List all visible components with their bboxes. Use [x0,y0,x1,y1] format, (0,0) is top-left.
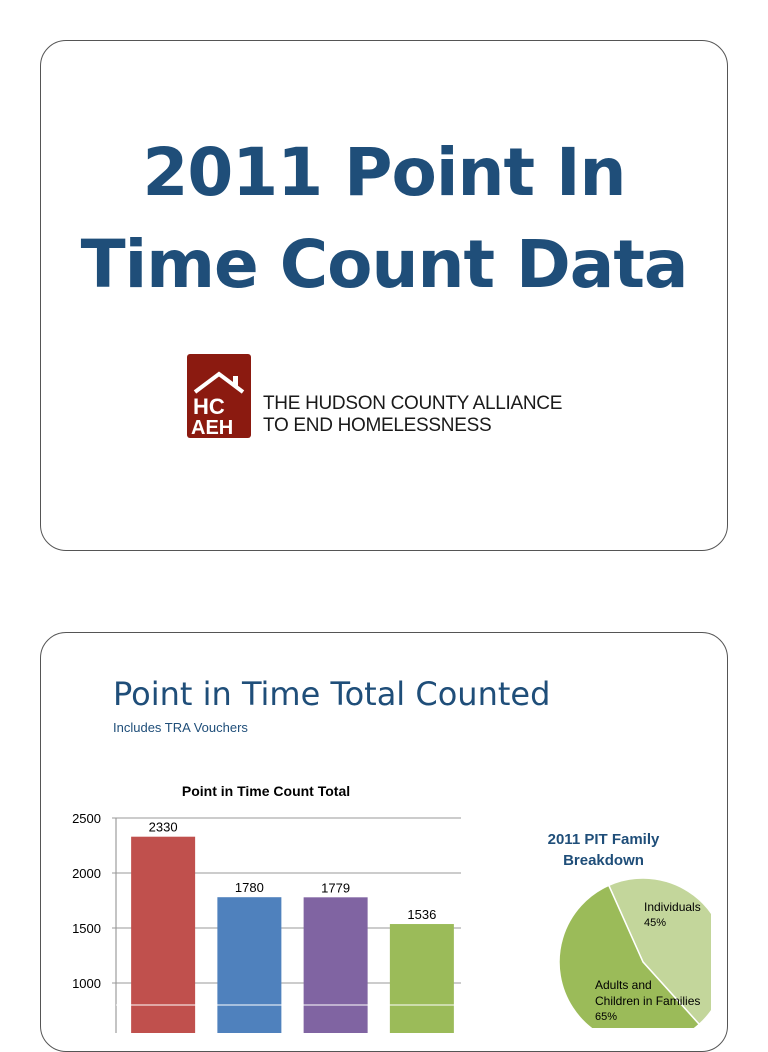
pie-label-individuals: Individuals [644,900,701,914]
logo-name-line1: THE HUDSON COUNTY ALLIANCE [263,393,563,414]
slide-heading: Point in Time Total Counted [113,675,551,713]
pie-chart [511,878,711,1028]
bar [390,924,454,1033]
bar [304,897,368,1033]
logo-name-line2: TO END HOMELESSNESS [263,415,492,436]
logo-mark-line1: HC [193,394,225,419]
logo-mark-line2: AEH [191,417,234,438]
bar-data-label: 1536 [407,907,437,923]
bar [217,897,281,1033]
hcaeh-logo [187,354,251,438]
pie-label-families-line2: Children in Families [595,994,701,1008]
y-tick-label: 2500 [72,811,101,826]
bar-data-label: 2330 [148,819,178,835]
bar [131,837,195,1033]
logo-organization-name [263,393,562,437]
house-icon [187,354,251,438]
count-slide [40,632,728,1052]
bar-data-label: 1780 [234,880,264,896]
pie-chart-title: 2011 PIT Family Breakdown [547,831,660,869]
pie-label-families-line1: Adults and [595,978,652,992]
pie-pct-individuals: 45% [644,917,667,929]
slide-title-line1: 2011 Point In [142,134,626,211]
bar-data-label: 1779 [321,880,351,896]
slide-title-line2: Time Count Data [80,226,688,303]
y-tick-label: 1500 [72,921,101,936]
y-tick-label: 2000 [72,866,101,881]
title-slide [40,40,728,551]
bar-chart [41,803,481,1033]
y-tick-label: 1000 [72,976,101,991]
pie-pct-families: 65% [595,1011,618,1023]
slide-subheading: Includes TRA Vouchers [113,720,248,735]
bar-chart-title: Point in Time Count Total [181,783,351,799]
